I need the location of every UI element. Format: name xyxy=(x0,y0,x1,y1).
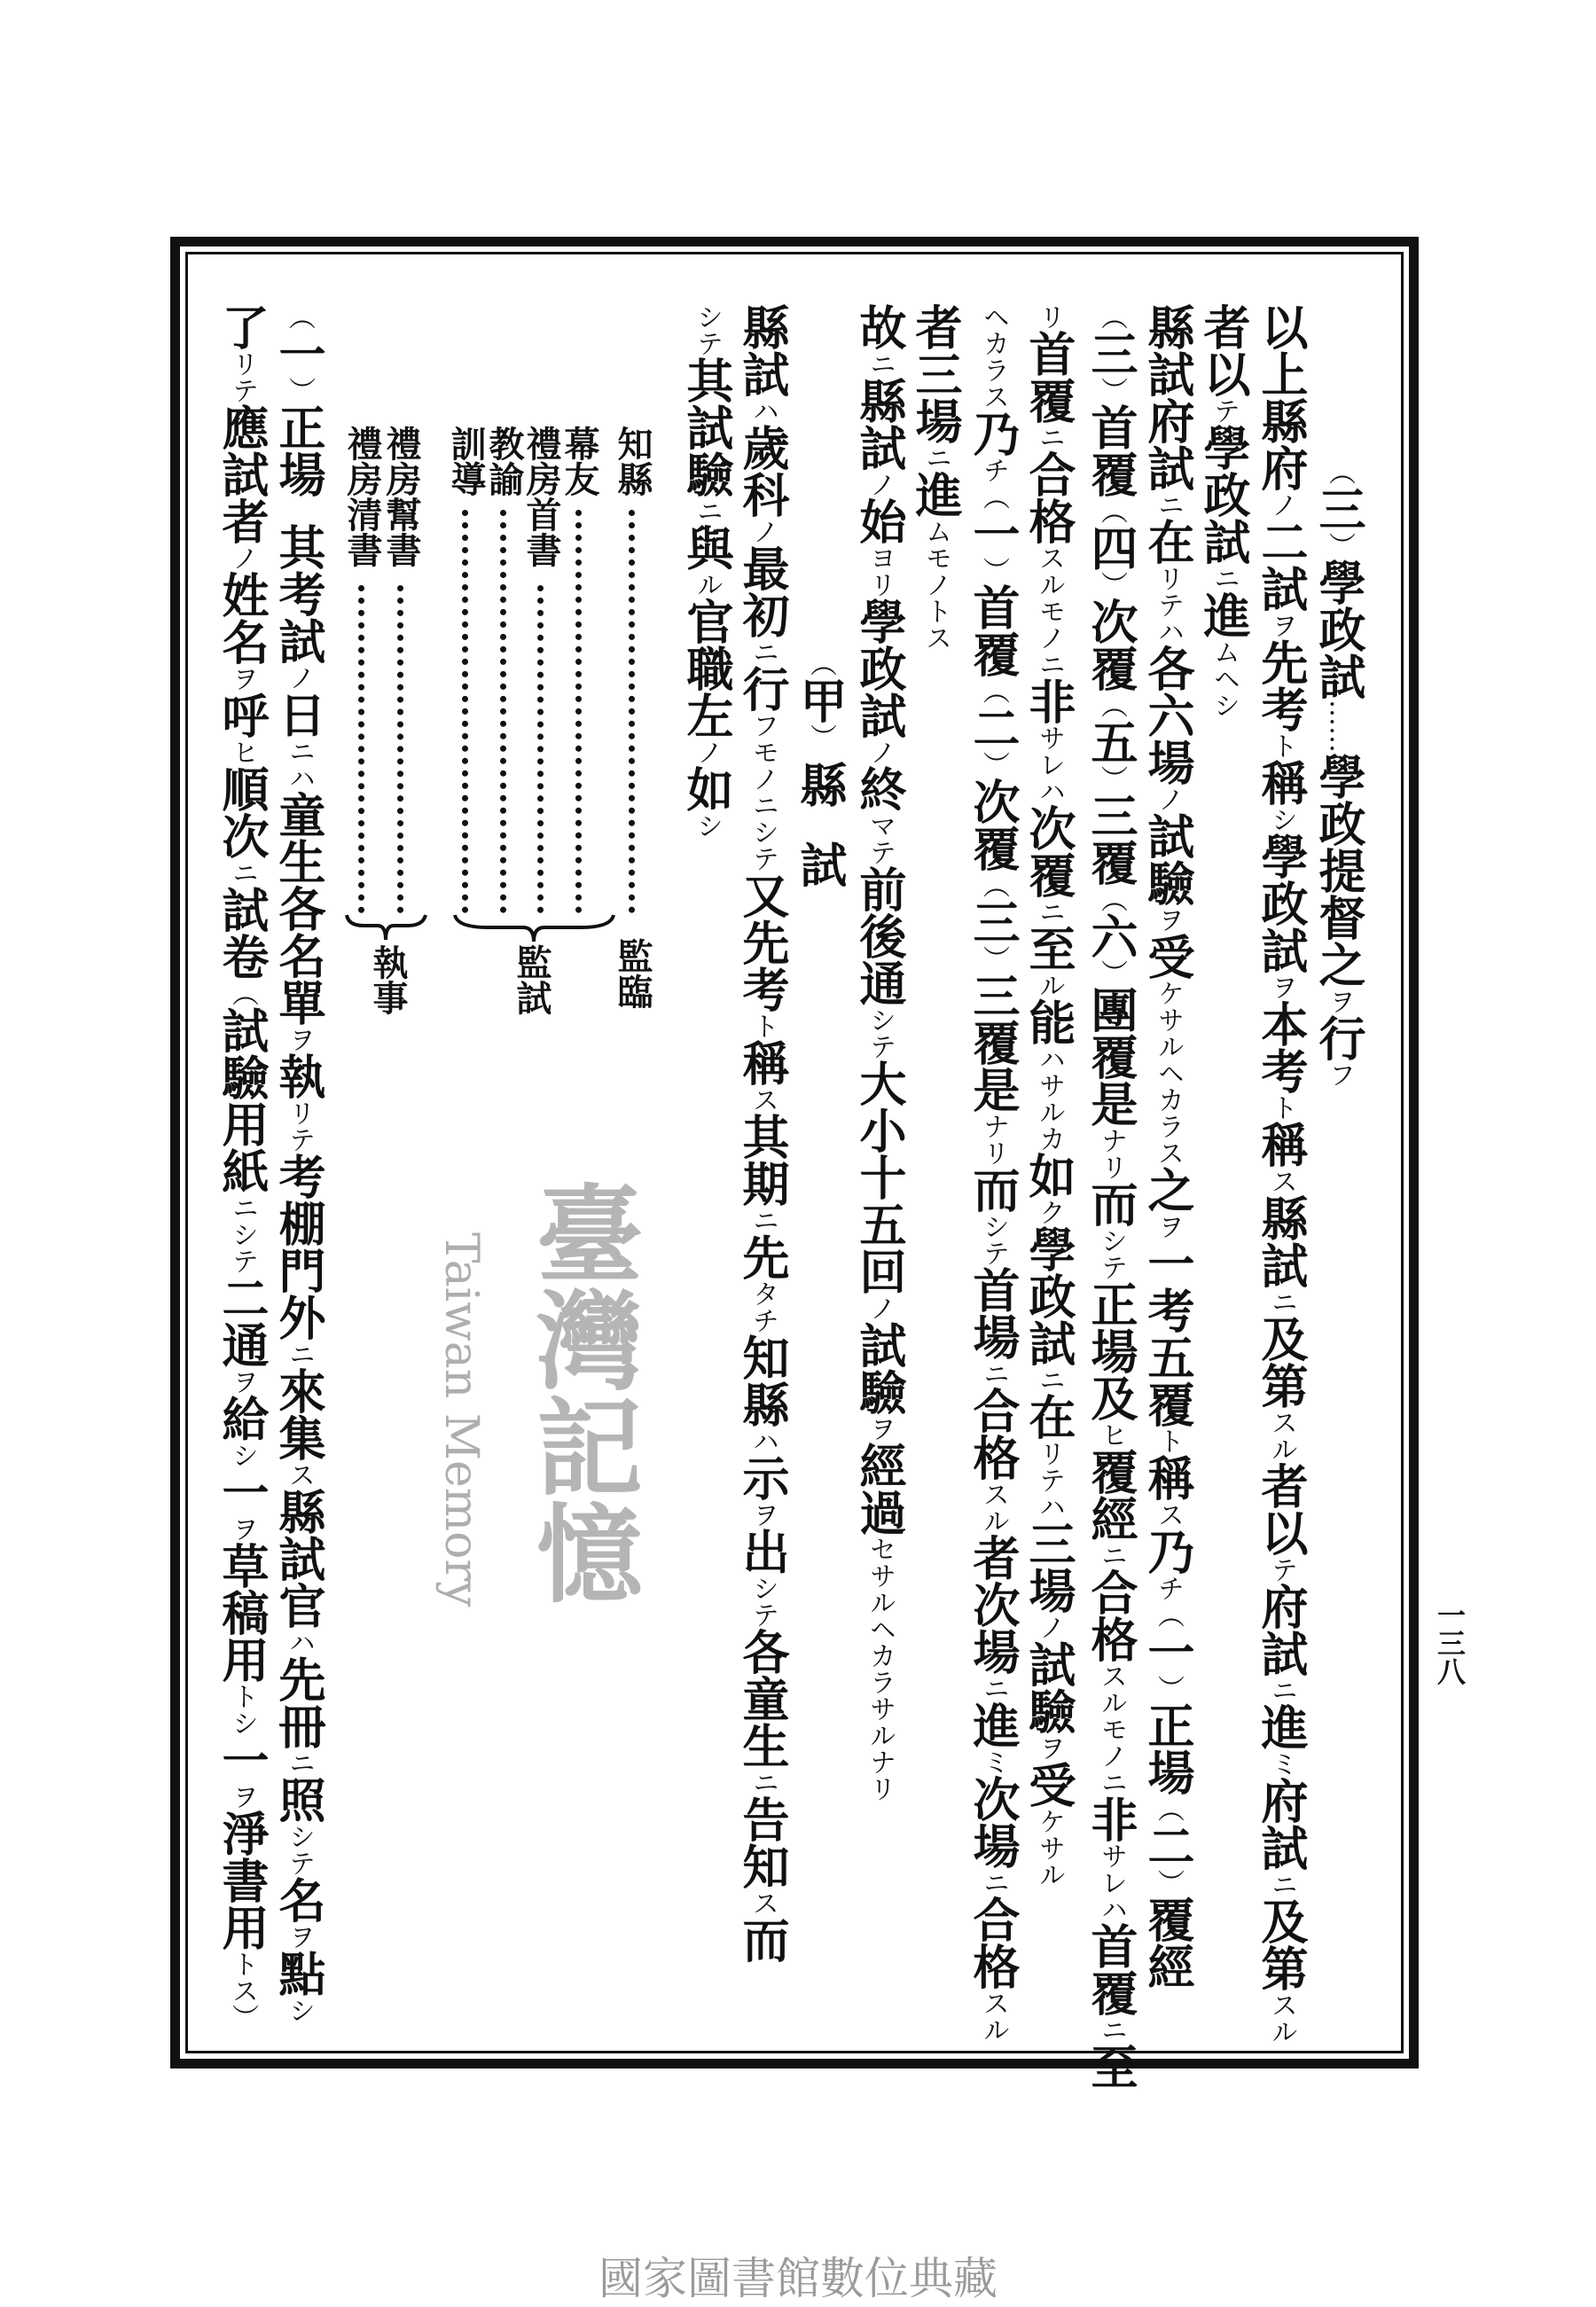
text-column: （三）首覆（四）次覆（五）三覆（六）團覆是ナリ而シテ正場及ヒ覆經ニ合格スルモノニ非サレハ首覆ニ至 xyxy=(1084,303,1138,2090)
text-column: 縣試ハ歲科ノ最初ニ行フモノニシテ又先考ト稱ス其期ニ先タチ知縣ハ示ヲ出シテ各童生ニ告知ス而 xyxy=(735,303,790,1963)
dot-leader xyxy=(629,510,635,913)
text-column: 者以テ學政試ニ進ムヘシ xyxy=(1196,303,1251,718)
text-column: 故ニ縣試ノ始ヨリ學政試ノ終マテ前後通シテ大小十五回ノ試驗ヲ經過セサルヘカラサルナリ xyxy=(852,303,907,1802)
text-column: 其考試ノ日ニハ童生各名單ヲ執リテ考棚門外ニ來集ス縣試官ハ先冊ニ照シテ名ヲ點シ xyxy=(271,523,326,2023)
official-name: 幕友 xyxy=(559,426,600,497)
role-label-supervision: 監試 xyxy=(511,944,552,1015)
official-name: 教諭 xyxy=(483,426,525,497)
section-title-char: 試 xyxy=(793,841,848,888)
text-column: 以上縣府ノ二試ヲ先考ト稱シ學政試ヲ本考ト稱ス縣試ニ及第スル者以テ府試ニ進ミ府試ニ及第スル xyxy=(1254,303,1309,2045)
text-column: リ首覆ニ合格スルモノニ非サレハ次覆ニ至ル能ハサルカ如ク學政試ニ在リテハ三場ノ試驗ヲ受ケサル xyxy=(1021,303,1076,1888)
official-name: 禮房清書 xyxy=(341,426,383,567)
section-marker: （甲） xyxy=(793,650,848,750)
section-title-char: 縣 xyxy=(793,761,848,808)
text-column: ヘカラス乃チ（一）首覆（二）次覆（三）三覆是ナリ而シテ首場ニ合格スル者次場ニ進ミ次場ニ合格スル xyxy=(966,303,1021,2043)
role-label-presiding: 監臨 xyxy=(612,938,653,1009)
footer-archive-credit: 國家圖書館數位典藏 xyxy=(598,2253,998,2304)
dot-leader xyxy=(575,510,582,913)
subsection-title: （一）正場 xyxy=(271,303,326,497)
brace-supervision xyxy=(452,913,616,945)
official-name: 訓導 xyxy=(445,426,487,497)
official-name: 知縣 xyxy=(612,426,653,497)
dot-leader xyxy=(358,585,364,913)
watermark-sub: Taiwan Memory xyxy=(434,1232,488,1607)
official-name: 禮房首書 xyxy=(520,426,562,567)
dot-leader xyxy=(500,510,506,913)
text-column: 了リテ應試者ノ姓名ヲ呼ヒ順次ニ試卷（試驗用紙ニシテ二通ヲ給シ一ヲ草稿用トシ一ヲ淨書用トス） xyxy=(215,303,270,2030)
role-label-staff: 執事 xyxy=(367,944,409,1015)
dot-leader xyxy=(462,510,468,913)
text-column: 者三場ニ進ムモノトス xyxy=(908,303,963,651)
text-column: シテ其試驗ニ與ル官職左ノ如シ xyxy=(679,303,734,839)
watermark-main: 臺灣記憶 xyxy=(519,1179,644,1605)
dot-leader xyxy=(397,585,403,913)
official-name: 禮房幫書 xyxy=(380,426,422,567)
text-column: 縣試府試ニ在リテハ各六場ノ試驗ヲ受ケサルヘカラス之ヲ一考五覆ト稱ス乃チ（一）正場（二）覆經 xyxy=(1140,303,1195,1990)
page-number: 一三八 xyxy=(1433,1600,1467,1685)
brace-staff xyxy=(344,913,428,945)
dot-leader xyxy=(537,585,544,913)
section-heading-gakusei-exam: （三）學政試……學政提督之ヲ行フ xyxy=(1311,458,1366,1088)
